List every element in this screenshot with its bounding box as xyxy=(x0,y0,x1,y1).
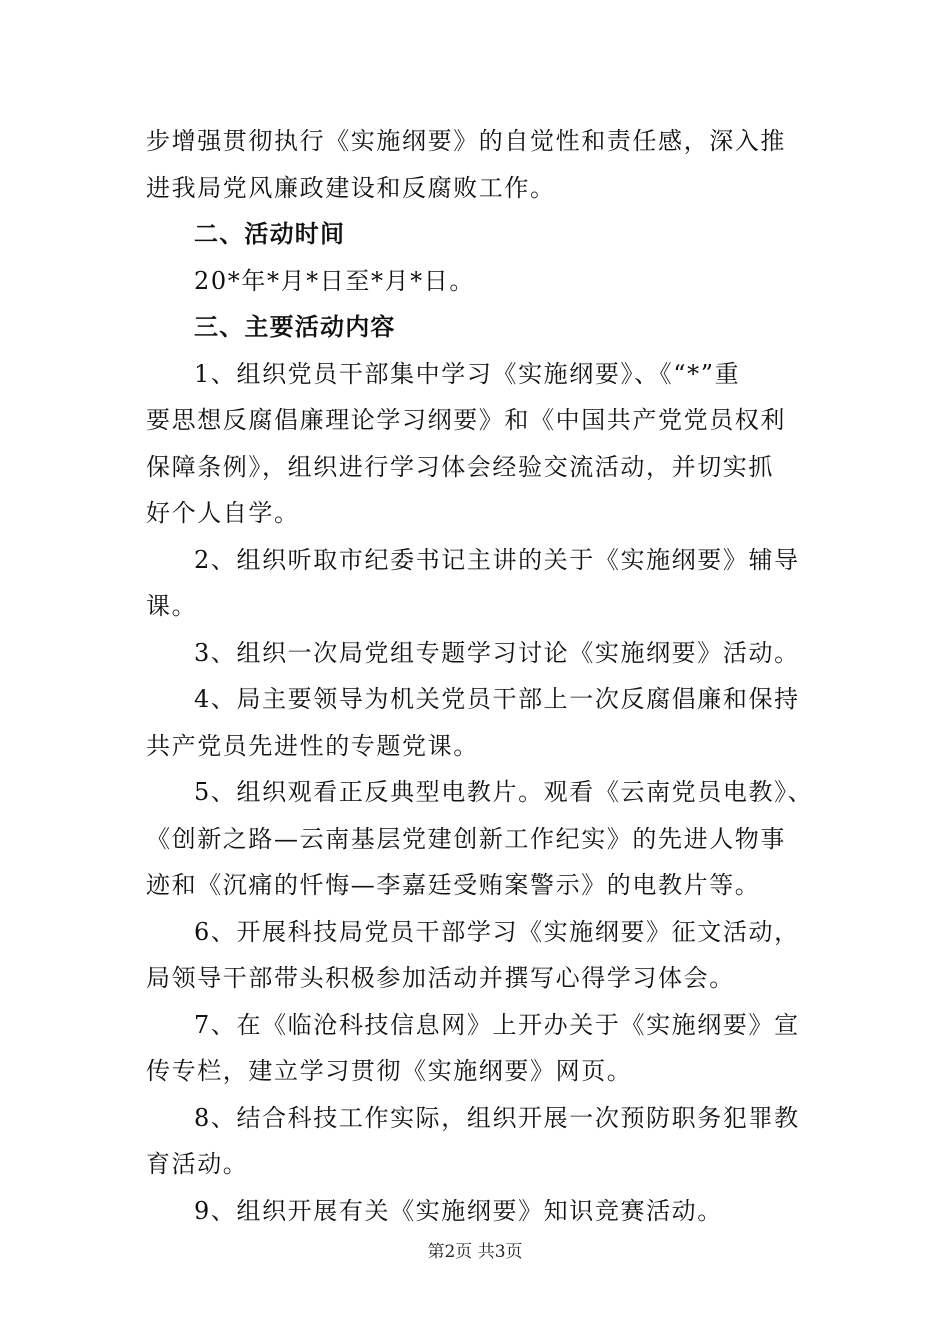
text-line: 2、组织听取市纪委书记主讲的关于《实施纲要》辅导 xyxy=(194,545,800,574)
section-heading: 二、活动时间 xyxy=(194,220,346,248)
text-line: 9、组织开展有关《实施纲要》知识竞赛活动。 xyxy=(194,1196,723,1225)
text-line: 共产党员先进性的专题党课。 xyxy=(146,731,479,760)
document-body xyxy=(146,118,814,1234)
text-line: 保障条例》，组织进行学习体会经验交流活动，并切实抓 xyxy=(146,452,774,481)
text-line: 局领导干部带头积极参加活动并撰写心得学习体会。 xyxy=(146,964,735,992)
text-line: 课。 xyxy=(146,592,198,620)
text-line: 迹和《沉痛的忏悔—李嘉廷受贿案警示》的电教片等。 xyxy=(146,871,761,899)
text-line: 6、开展科技局党员干部学习《实施纲要》征文活动， xyxy=(194,917,800,946)
text-line: 4、局主要领导为机关党员干部上一次反腐倡廉和保持 xyxy=(194,685,800,713)
text-line: 要思想反腐倡廉理论学习纲要》和《中国共产党党员权利 xyxy=(146,406,786,434)
text-line: 好个人自学。 xyxy=(146,499,300,527)
text-line: 7、在《临沧科技信息网》上开办关于《实施纲要》宣 xyxy=(194,1010,800,1039)
text-line: 育活动。 xyxy=(146,1150,249,1178)
text-line: 5、组织观看正反典型电教片。观看《云南党员电教》、 xyxy=(194,778,814,806)
text-line: 8、结合科技工作实际，组织开展一次预防职务犯罪教 xyxy=(194,1103,800,1132)
section-heading: 三、主要活动内容 xyxy=(194,313,396,341)
text-line: 20*年*月*日至*月*日。 xyxy=(194,266,475,295)
text-line: 《创新之路—云南基层党建创新工作纪实》的先进人物事 xyxy=(146,824,786,853)
page-footer: 第2页 共3页 xyxy=(427,1242,523,1262)
text-line: 步增强贯彻执行《实施纲要》的自觉性和责任感，深入推 xyxy=(146,127,786,155)
text-line: 1、组织党员干部集中学习《实施纲要》、《“*”重 xyxy=(194,359,741,388)
text-line: 进我局党风廉政建设和反腐败工作。 xyxy=(146,173,556,202)
text-line: 3、组织一次局党组专题学习讨论《实施纲要》活动。 xyxy=(194,638,800,667)
text-line: 传专栏，建立学习贯彻《实施纲要》网页。 xyxy=(146,1057,633,1085)
